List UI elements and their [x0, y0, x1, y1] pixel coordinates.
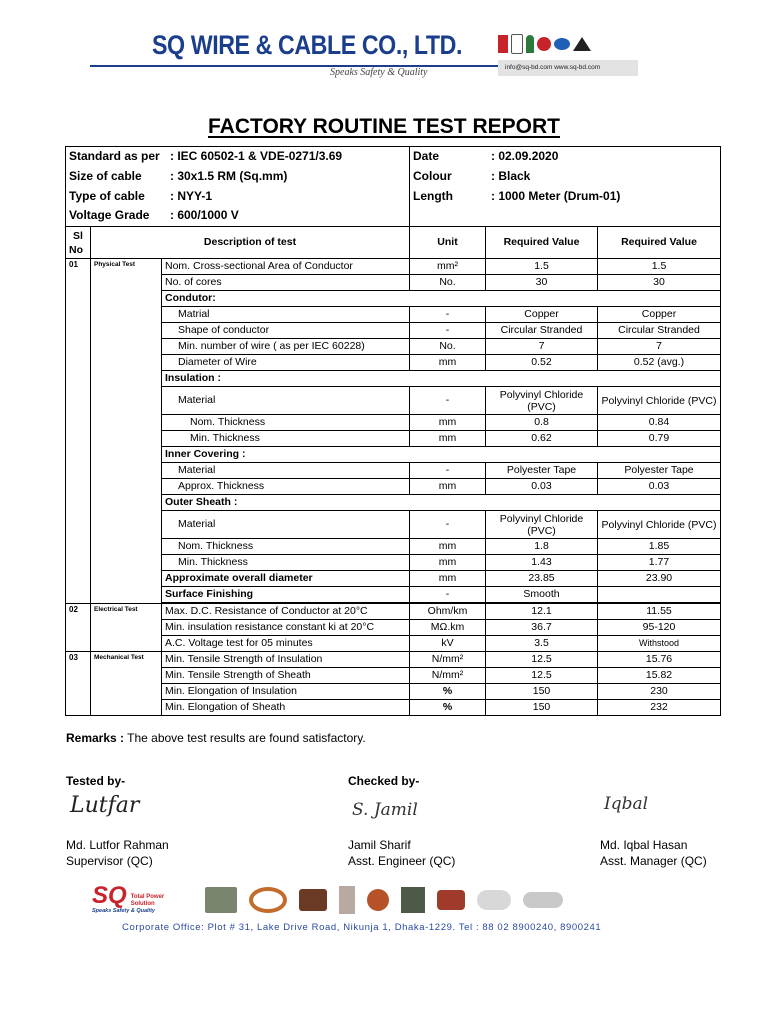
test-report-table — [65, 146, 721, 716]
table-row — [66, 259, 721, 275]
row-unit: mm — [410, 479, 486, 495]
row-desc: Shape of conductor — [162, 323, 410, 339]
sec-electrical-name: Electrical Test — [91, 604, 162, 652]
col-req2: Required Value — [598, 227, 721, 259]
sec-physical-no: 01 — [66, 259, 91, 604]
row-v1: 0.8 — [486, 415, 598, 431]
remarks-label: Remarks : — [66, 731, 125, 745]
row-v2: 30 — [598, 275, 721, 291]
row-desc: Min. Thickness — [162, 555, 410, 571]
row-v1: 0.52 — [486, 355, 598, 371]
col-sl — [66, 227, 91, 259]
row-v1: Circular Stranded — [486, 323, 598, 339]
row-unit: - — [410, 511, 486, 539]
meta-row — [66, 147, 721, 167]
row-v2: Polyvinyl Chloride (PVC) — [598, 387, 721, 415]
row-v2: 232 — [598, 700, 721, 716]
certification-logo-2 — [511, 34, 523, 54]
table-row — [66, 668, 721, 684]
row-desc: Nom. Cross-sectional Area of Conductor — [162, 259, 410, 275]
row-desc: Min. Tensile Strength of Insulation — [162, 652, 410, 668]
group-conductor: Condutor: — [162, 291, 721, 307]
colour-value: : Black — [491, 168, 531, 183]
remarks — [66, 731, 366, 745]
row-v1: 1.5 — [486, 259, 598, 275]
report-title: FACTORY ROUTINE TEST REPORT — [208, 115, 560, 138]
row-unit: - — [410, 463, 486, 479]
row-desc: Min. Tensile Strength of Sheath — [162, 668, 410, 684]
row-desc: Material — [162, 463, 410, 479]
row-v2: 230 — [598, 684, 721, 700]
row-desc: Min. Thickness — [162, 431, 410, 447]
signature-1: Lutfar — [70, 793, 140, 818]
row-unit: No. — [410, 275, 486, 291]
row-v2: Circular Stranded — [598, 323, 721, 339]
row-v1: Polyester Tape — [486, 463, 598, 479]
table-row — [66, 323, 721, 339]
fan-icon — [523, 892, 563, 908]
row-v2: Withstood — [598, 636, 721, 652]
row-unit: mm — [410, 355, 486, 371]
row-unit: mm — [410, 415, 486, 431]
row-desc: Min. number of wire ( as per IEC 60228) — [162, 339, 410, 355]
row-v1: 12.5 — [486, 652, 598, 668]
meta-label: Standard as per — [69, 148, 160, 163]
row-desc: Diameter of Wire — [162, 355, 410, 371]
row-unit: - — [410, 387, 486, 415]
cable-coil-icon — [249, 887, 287, 913]
row-unit: mm — [410, 431, 486, 447]
meta-label: Date — [413, 148, 440, 163]
certification-logo-3 — [526, 35, 534, 53]
row-desc: Nom. Thickness — [162, 415, 410, 431]
meta-row — [66, 187, 721, 207]
table-row — [66, 339, 721, 355]
signatory-1 — [66, 837, 169, 869]
row-v1: Smooth — [486, 587, 598, 603]
length-value: : 1000 Meter (Drum-01) — [491, 188, 621, 203]
col-unit: Unit — [410, 227, 486, 259]
signatory-2-title: Asst. Engineer (QC) — [348, 854, 456, 868]
table-row — [66, 307, 721, 323]
signatory-2 — [348, 837, 455, 869]
row-unit: mm — [410, 539, 486, 555]
row-unit: - — [410, 307, 486, 323]
signature-3: Iqbal — [604, 794, 649, 814]
certification-logos — [498, 34, 591, 54]
row-v1: 23.85 — [486, 571, 598, 587]
row-desc: Min. Elongation of Sheath — [162, 700, 410, 716]
row-v1: Polyvinyl Chloride (PVC) — [486, 511, 598, 539]
certification-logo-6 — [573, 37, 591, 51]
signatory-1-name: Md. Lutfor Rahman — [66, 838, 169, 852]
row-unit: No. — [410, 339, 486, 355]
row-v1: 7 — [486, 339, 598, 355]
table-row — [66, 684, 721, 700]
footer-logo-sub: Total Power Solution — [130, 894, 165, 907]
product-images — [205, 886, 563, 914]
col-desc: Description of test — [91, 227, 410, 259]
row-desc: Max. D.C. Resistance of Conductor at 20°C — [162, 604, 410, 620]
footer-logo — [92, 884, 165, 914]
row-desc: Min. Elongation of Insulation — [162, 684, 410, 700]
group-outer-sheath: Outer Sheath : — [162, 495, 721, 511]
sec-physical-name: Physical Test — [91, 259, 162, 604]
meta-label: Colour — [413, 168, 452, 183]
row-v1: 12.1 — [486, 604, 598, 620]
tested-by-label: Tested by- — [66, 774, 126, 788]
signatory-3-name: Md. Iqbal Hasan — [600, 838, 688, 852]
group-row — [66, 291, 721, 307]
row-unit: mm² — [410, 259, 486, 275]
group-row — [66, 447, 721, 463]
signatory-3-title: Asst. Manager (QC) — [600, 854, 707, 868]
row-desc: No. of cores — [162, 275, 410, 291]
meta-label: Length — [413, 188, 453, 203]
row-v2: 15.82 — [598, 668, 721, 684]
company-name: SQ WIRE & CABLE CO., LTD. — [152, 30, 463, 60]
panel-icon — [401, 887, 425, 913]
meta-label: Type of cable — [69, 188, 145, 203]
copper-wire-icon — [367, 889, 389, 911]
col-req1: Required Value — [486, 227, 598, 259]
checked-by-label: Checked by- — [348, 774, 420, 788]
table-row — [66, 431, 721, 447]
row-unit: mm — [410, 555, 486, 571]
row-desc: Min. insulation resistance constant ki at 20°C — [162, 620, 410, 636]
contact-info: info@sq-bd.com www.sq-bd.com — [505, 64, 601, 71]
reel-icon — [299, 889, 327, 911]
table-row — [66, 636, 721, 652]
row-v2: 1.5 — [598, 259, 721, 275]
row-v1: 150 — [486, 684, 598, 700]
transformer-icon — [205, 887, 237, 913]
sec-electrical-no: 02 — [66, 604, 91, 652]
row-unit: - — [410, 587, 486, 603]
row-v1: 30 — [486, 275, 598, 291]
signatory-3 — [600, 837, 707, 869]
table-row — [66, 652, 721, 668]
row-v1: Copper — [486, 307, 598, 323]
row-desc: Matrial — [162, 307, 410, 323]
row-unit: % — [410, 700, 486, 716]
standard-value: : IEC 60502-1 & VDE-0271/3.69 — [170, 148, 343, 163]
table-row — [66, 479, 721, 495]
sec-mechanical-no: 03 — [66, 652, 91, 716]
meta-row — [66, 207, 721, 227]
table-row — [66, 571, 721, 587]
company-tagline: Speaks Safety & Quality — [330, 67, 428, 78]
group-row — [66, 495, 721, 511]
row-v1: 0.03 — [486, 479, 598, 495]
row-v2: Polyvinyl Chloride (PVC) — [598, 511, 721, 539]
group-row — [66, 371, 721, 387]
row-v2: 0.52 (avg.) — [598, 355, 721, 371]
row-unit: mm — [410, 571, 486, 587]
row-v1: 1.8 — [486, 539, 598, 555]
date-value: : 02.09.2020 — [491, 148, 559, 163]
meta-row — [66, 167, 721, 187]
certification-logo-4 — [537, 37, 551, 51]
row-v2: 23.90 — [598, 571, 721, 587]
row-v2: Polyester Tape — [598, 463, 721, 479]
group-insulation: Insulation : — [162, 371, 721, 387]
certification-logo-1 — [498, 35, 508, 53]
row-desc: Approximate overall diameter — [162, 571, 410, 587]
row-v2: 15.76 — [598, 652, 721, 668]
table-row — [66, 275, 721, 291]
row-v2: 1.85 — [598, 539, 721, 555]
row-v1: 12.5 — [486, 668, 598, 684]
tower-icon — [339, 886, 355, 914]
row-v2: 0.84 — [598, 415, 721, 431]
row-v2: 11.55 — [598, 604, 721, 620]
cable-icon — [437, 890, 465, 910]
signatory-1-title: Supervisor (QC) — [66, 854, 153, 868]
footer-logo-text: SQ — [92, 882, 127, 909]
remarks-text: The above test results are found satisfactory. — [124, 731, 366, 745]
row-unit: - — [410, 323, 486, 339]
row-v1: 36.7 — [486, 620, 598, 636]
row-desc: A.C. Voltage test for 05 minutes — [162, 636, 410, 652]
row-unit: kV — [410, 636, 486, 652]
sec-mechanical-name: Mechanical Test — [91, 652, 162, 716]
row-desc: Nom. Thickness — [162, 539, 410, 555]
table-row — [66, 700, 721, 716]
voltage-value: : 600/1000 V — [170, 208, 239, 223]
bulb-icon — [477, 890, 511, 910]
row-v1: 3.5 — [486, 636, 598, 652]
table-row — [66, 387, 721, 415]
row-unit: MΩ.km — [410, 620, 486, 636]
signature-2: S. Jamil — [352, 800, 418, 820]
row-v1: 1.43 — [486, 555, 598, 571]
type-value: : NYY-1 — [170, 188, 213, 203]
row-v2: Copper — [598, 307, 721, 323]
row-v2 — [598, 587, 721, 603]
row-desc: Approx. Thickness — [162, 479, 410, 495]
footer-logo-tag: Speaks Safety & Quality — [92, 908, 155, 914]
size-value: : 30x1.5 RM (Sq.mm) — [170, 168, 288, 183]
row-unit: N/mm² — [410, 652, 486, 668]
table-row — [66, 555, 721, 571]
table-row — [66, 604, 721, 620]
certification-logo-5 — [554, 38, 570, 50]
table-row — [66, 415, 721, 431]
table-row — [66, 355, 721, 371]
group-inner-covering: Inner Covering : — [162, 447, 721, 463]
row-v2: 95-120 — [598, 620, 721, 636]
col-sl-label: Sl — [73, 230, 83, 242]
row-v2: 1.77 — [598, 555, 721, 571]
table-row — [66, 587, 721, 603]
row-v1: 150 — [486, 700, 598, 716]
table-row — [66, 539, 721, 555]
column-header-row — [66, 227, 721, 259]
table-row — [66, 620, 721, 636]
row-unit: N/mm² — [410, 668, 486, 684]
signatory-2-name: Jamil Sharif — [348, 838, 411, 852]
row-v2: 0.79 — [598, 431, 721, 447]
row-unit: % — [410, 684, 486, 700]
meta-label: Voltage Grade — [69, 208, 150, 223]
header-rule — [90, 65, 535, 67]
row-desc: Surface Finishing — [162, 587, 410, 603]
row-v2: 7 — [598, 339, 721, 355]
corporate-address: Corporate Office: Plot # 31, Lake Drive Road, Nikunja 1, Dhaka-1229. Tel : 88 02 8900240, 8900241 — [122, 922, 602, 933]
row-v1: 0.62 — [486, 431, 598, 447]
row-v1: Polyvinyl Chloride (PVC) — [486, 387, 598, 415]
meta-label: Size of cable — [69, 168, 142, 183]
row-unit: Ohm/km — [410, 604, 486, 620]
row-desc: Material — [162, 511, 410, 539]
table-row — [66, 463, 721, 479]
col-no-label: No — [69, 244, 83, 256]
table-row — [66, 511, 721, 539]
row-v2: 0.03 — [598, 479, 721, 495]
row-desc: Material — [162, 387, 410, 415]
